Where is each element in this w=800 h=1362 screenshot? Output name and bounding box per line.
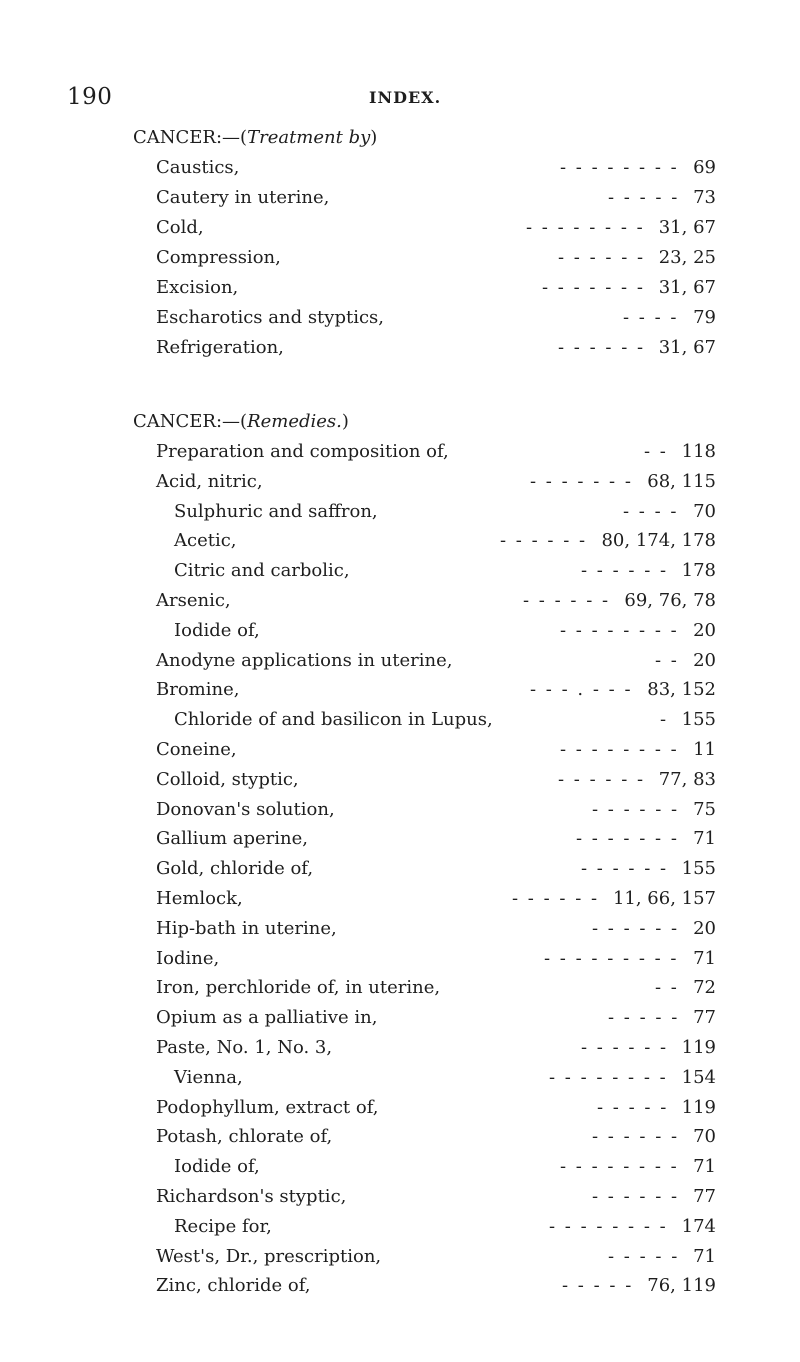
entry-pages: 75 xyxy=(693,799,716,820)
entry-term: Paste, No. 1, No. 3, xyxy=(156,1037,333,1058)
section-heading-close: ) xyxy=(341,411,349,432)
entry-leader-dashes: - - - - xyxy=(623,307,679,328)
index-entry xyxy=(174,1216,716,1242)
entry-leader-dashes: - - - - - - xyxy=(500,530,588,551)
entry-term: Compression, xyxy=(156,247,281,268)
entry-term: Colloid, styptic, xyxy=(156,769,299,790)
entry-term: Coneine, xyxy=(156,739,237,760)
entry-leader-dashes: - - - - - - xyxy=(558,769,646,790)
entry-pages: 71 xyxy=(693,1246,716,1267)
entry-pages: 73 xyxy=(693,187,716,208)
entry-leader-dashes: - - - - - - xyxy=(512,888,600,909)
entry-term: Hip-bath in uterine, xyxy=(156,918,337,939)
entry-leader-dashes: - - - - - - xyxy=(592,1186,680,1207)
index-entry xyxy=(156,1037,716,1063)
entry-term: Gallium aperine, xyxy=(156,828,308,849)
entry-term: Sulphuric and saffron, xyxy=(174,501,378,522)
index-entry xyxy=(156,187,716,213)
entry-pages: 155 xyxy=(681,709,716,730)
index-entry xyxy=(156,471,716,497)
entry-pages: 31, 67 xyxy=(658,277,716,298)
entry-term: Zinc, chloride of, xyxy=(156,1275,311,1296)
index-entry xyxy=(156,650,716,676)
section-heading-main: CANCER:—( xyxy=(133,411,248,432)
entry-leader-dashes: - - - - - - xyxy=(581,560,669,581)
entry-pages: 119 xyxy=(681,1097,716,1118)
entry-term: Arsenic, xyxy=(156,590,231,611)
page-number: 190 xyxy=(67,84,113,110)
entry-leader-dashes: - - - - - - - - xyxy=(560,1156,679,1177)
entry-leader-dashes: - - xyxy=(655,977,679,998)
entry-term: Anodyne applications in uterine, xyxy=(156,650,453,671)
index-entry xyxy=(156,977,716,1003)
entry-leader-dashes: - - - - - - - - - xyxy=(544,948,679,969)
index-entry xyxy=(156,441,716,467)
index-entry xyxy=(156,277,716,303)
entry-pages: 11, 66, 157 xyxy=(612,888,716,909)
index-entry xyxy=(174,620,716,646)
entry-leader-dashes: - - xyxy=(655,650,679,671)
index-entry xyxy=(156,828,716,854)
index-entry xyxy=(156,739,716,765)
entry-leader-dashes: - - - - - - xyxy=(558,337,646,358)
running-head: INDEX. xyxy=(369,88,442,107)
entry-pages: 71 xyxy=(693,828,716,849)
entry-pages: 77 xyxy=(693,1186,716,1207)
entry-pages: 118 xyxy=(681,441,716,462)
index-entry xyxy=(156,590,716,616)
index-entry xyxy=(156,858,716,884)
entry-leader-dashes: - - - - - - - - xyxy=(560,157,679,178)
entry-pages: 155 xyxy=(681,858,716,879)
index-entry xyxy=(156,307,716,333)
entry-leader-dashes: - - - - - - xyxy=(558,247,646,268)
entry-term: Podophyllum, extract of, xyxy=(156,1097,379,1118)
entry-pages: 154 xyxy=(681,1067,716,1088)
entry-leader-dashes: - - - - xyxy=(623,501,679,522)
entry-term: Iron, perchloride of, in uterine, xyxy=(156,977,441,998)
entry-pages: 71 xyxy=(693,1156,716,1177)
entry-pages: 70 xyxy=(693,1126,716,1147)
entry-term: Hemlock, xyxy=(156,888,243,909)
entry-pages: 20 xyxy=(693,650,716,671)
entry-term: Vienna, xyxy=(174,1067,243,1088)
entry-leader-dashes: - - - - - - xyxy=(592,1126,680,1147)
entry-term: Iodide of, xyxy=(174,620,260,641)
index-entry xyxy=(156,157,716,183)
entry-term: Bromine, xyxy=(156,679,240,700)
entry-term: Cold, xyxy=(156,217,204,238)
entry-term: Iodine, xyxy=(156,948,220,969)
index-entry xyxy=(156,1007,716,1033)
entry-term: Gold, chloride of, xyxy=(156,858,314,879)
index-entry xyxy=(156,247,716,273)
entry-pages: 80, 174, 178 xyxy=(601,530,716,551)
index-entry xyxy=(174,709,716,735)
entry-pages: 68, 115 xyxy=(647,471,716,492)
entry-term: Potash, chlorate of, xyxy=(156,1126,333,1147)
index-entry xyxy=(156,337,716,363)
index-entry xyxy=(156,217,716,243)
section-heading-main: CANCER:—( xyxy=(133,127,248,148)
entry-pages: 71 xyxy=(693,948,716,969)
entry-pages: 76, 119 xyxy=(647,1275,716,1296)
entry-term: Iodide of, xyxy=(174,1156,260,1177)
section-subheading: Treatment by xyxy=(247,127,371,148)
index-entry xyxy=(174,1067,716,1093)
entry-pages: 23, 25 xyxy=(658,247,716,268)
entry-pages: 11 xyxy=(693,739,716,760)
entry-term: Escharotics and styptics, xyxy=(156,307,385,328)
entry-term: Acid, nitric, xyxy=(156,471,263,492)
index-entry xyxy=(174,560,716,586)
entry-term: Excision, xyxy=(156,277,239,298)
entry-leader-dashes: - - xyxy=(644,441,668,462)
entry-leader-dashes: - - - - - - - - xyxy=(560,620,679,641)
entry-term: Preparation and composition of, xyxy=(156,441,449,462)
entry-term: Recipe for, xyxy=(174,1216,272,1237)
section-heading xyxy=(133,127,377,148)
entry-leader-dashes: - - - - - - - xyxy=(542,277,645,298)
entry-pages: 178 xyxy=(681,560,716,581)
entry-term: Refrigeration, xyxy=(156,337,284,358)
entry-pages: 77 xyxy=(693,1007,716,1028)
entry-term: Richardson's styptic, xyxy=(156,1186,347,1207)
entry-pages: 79 xyxy=(693,307,716,328)
index-entry xyxy=(174,1156,716,1182)
entry-term: Caustics, xyxy=(156,157,240,178)
index-entry xyxy=(156,888,716,914)
entry-term: Citric and carbolic, xyxy=(174,560,350,581)
entry-pages: 70 xyxy=(693,501,716,522)
section-heading-close: ) xyxy=(370,127,378,148)
entry-leader-dashes: - - - - - - xyxy=(523,590,611,611)
page-header xyxy=(0,84,800,114)
entry-term: Acetic, xyxy=(174,530,237,551)
index-entry xyxy=(156,1246,716,1272)
entry-pages: 31, 67 xyxy=(658,337,716,358)
entry-pages: 174 xyxy=(681,1216,716,1237)
entry-term: Chloride of and basilicon in Lupus, xyxy=(174,709,493,730)
index-entry xyxy=(156,1097,716,1123)
index-entry xyxy=(156,679,716,705)
index-entry xyxy=(156,918,716,944)
entry-term: Opium as a palliative in, xyxy=(156,1007,378,1028)
entry-leader-dashes: - - - - - - - - xyxy=(526,217,645,238)
entry-leader-dashes: - - - - - xyxy=(597,1097,669,1118)
index-entry xyxy=(156,1126,716,1152)
entry-leader-dashes: - - - - - - - - xyxy=(549,1216,668,1237)
entry-pages: 69 xyxy=(693,157,716,178)
index-entry xyxy=(156,948,716,974)
entry-leader-dashes: - - - - - - - xyxy=(530,471,633,492)
entry-term: Donovan's solution, xyxy=(156,799,335,820)
entry-leader-dashes: - - - - - - - xyxy=(576,828,679,849)
entry-term: Cautery in uterine, xyxy=(156,187,330,208)
entry-leader-dashes: - - - - - - xyxy=(581,1037,669,1058)
entry-pages: 31, 67 xyxy=(658,217,716,238)
entry-term: West's, Dr., prescription, xyxy=(156,1246,382,1267)
entry-leader-dashes: - - - - - xyxy=(562,1275,634,1296)
index-entry xyxy=(174,530,716,556)
entry-leader-dashes: - - - - - - - - xyxy=(549,1067,668,1088)
index-entry xyxy=(156,799,716,825)
index-entry xyxy=(156,1186,716,1212)
entry-pages: 69, 76, 78 xyxy=(624,590,716,611)
index-entry xyxy=(156,769,716,795)
entry-pages: 20 xyxy=(693,620,716,641)
entry-pages: 77, 83 xyxy=(658,769,716,790)
section-subheading: Remedies. xyxy=(247,411,342,432)
entry-leader-dashes: - - - - - - - - xyxy=(560,739,679,760)
entry-leader-dashes: - - - - - - xyxy=(581,858,669,879)
entry-leader-dashes: - - - - - - xyxy=(592,799,680,820)
entry-pages: 119 xyxy=(681,1037,716,1058)
index-entry xyxy=(174,501,716,527)
entry-leader-dashes: - - - - - xyxy=(608,187,680,208)
entry-pages: 72 xyxy=(693,977,716,998)
entry-leader-dashes: - - - - - xyxy=(608,1007,680,1028)
entry-leader-dashes: - xyxy=(660,709,669,730)
entry-leader-dashes: - - - . - - - xyxy=(530,679,633,700)
index-entry xyxy=(156,1275,716,1301)
entry-pages: 83, 152 xyxy=(647,679,716,700)
entry-leader-dashes: - - - - - xyxy=(608,1246,680,1267)
entry-pages: 20 xyxy=(693,918,716,939)
section-heading xyxy=(133,411,349,432)
entry-leader-dashes: - - - - - - xyxy=(592,918,680,939)
